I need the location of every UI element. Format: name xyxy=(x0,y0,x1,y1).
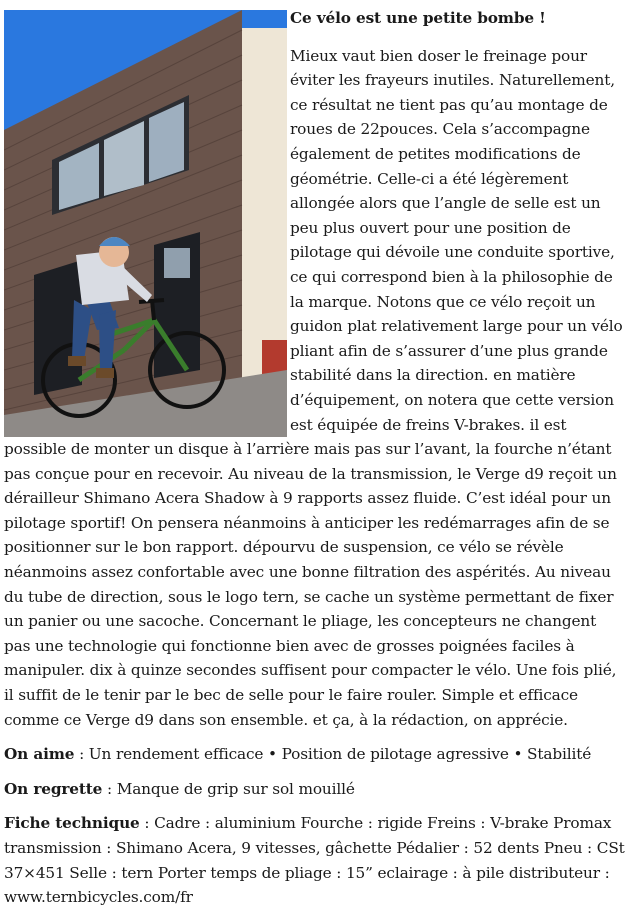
specs-label: Fiche technique xyxy=(4,814,140,833)
article-photo xyxy=(4,10,287,437)
article-title: Ce vélo est une petite bombe ! xyxy=(290,9,546,27)
cons-section xyxy=(4,777,626,802)
pros-text: : Un rendement efficace • Position de pilotage agressive • Stabilité xyxy=(74,745,592,764)
cons-label: On regrette xyxy=(4,779,103,798)
article-body: Mieux vaut bien doser le freinage pour éviter les frayeurs inutiles. Naturellement, ce résultat ne tient pas qu’au montage de roues de 22pouces. Cela s’accompagne également de petites modifications de géométrie. Celle-ci a été légèrement allongée alors que l’angle de selle est un peu plus ouvert pour une position de pilotage qui dévoile une conduite sportive, ce qui correspond bien à la philosophie de la marque. Notons que ce vélo reçoit un guidon plat relativement large pour un vélo pliant afin de s’assurer d’une plus grande stabilité dans la direction. en matière d’équipement, on notera que cette version est équipée de freins V-brakes. il est possible de monter un disque à l’arrière mais pas sur l’avant, la fourche n’étant pas conçue pour en recevoir. Au niveau de la transmission, le Verge d9 reçoit un dérailleur Shimano Acera Shadow à 9 rapports assez fluide. C’est idéal pour un pilotage sportif! On pensera néanmoins à anticiper les redémarrages afin de se positionner sur le bon rapport. dépourvu de suspension, ce vélo se révèle néanmoins assez confortable avec une bonne filtration des aspérités. Au niveau du tube de direction, sous le logo tern, se cache un système permettant de fixer un panier ou une sacoche. Concernant le pliage, les concepteurs ne changent pas une technologie qui fonctionne bien avec de grosses poignées faciles à manipuler. dix à quinze secondes suffisent pour compacter le vélo. Une fois plié, il suffit de le tenir par le bec de selle pour le faire rouler. Simple et efficace comme ce Verge d9 dans son ensemble. et ça, à la rédaction, on apprécie. xyxy=(4,46,623,729)
pros-section xyxy=(4,742,626,767)
cons-text: : Manque de grip sur sol mouillé xyxy=(102,779,355,798)
cyclist-photo xyxy=(4,10,287,437)
article xyxy=(4,6,626,910)
specs-section xyxy=(4,811,626,909)
pros-label: On aime xyxy=(4,745,75,764)
specs-text: : Cadre : aluminium Fourche : rigide Freins : V-brake Promax transmission : Shimano Acera, 9 vitesses, gâchette Pédalier : 52 dents Pneu : CSt 37×451 Selle : tern Porter temps de pliage : 15” eclairage : à pile distributeur : www.ternbicycles.com/fr xyxy=(4,814,625,907)
